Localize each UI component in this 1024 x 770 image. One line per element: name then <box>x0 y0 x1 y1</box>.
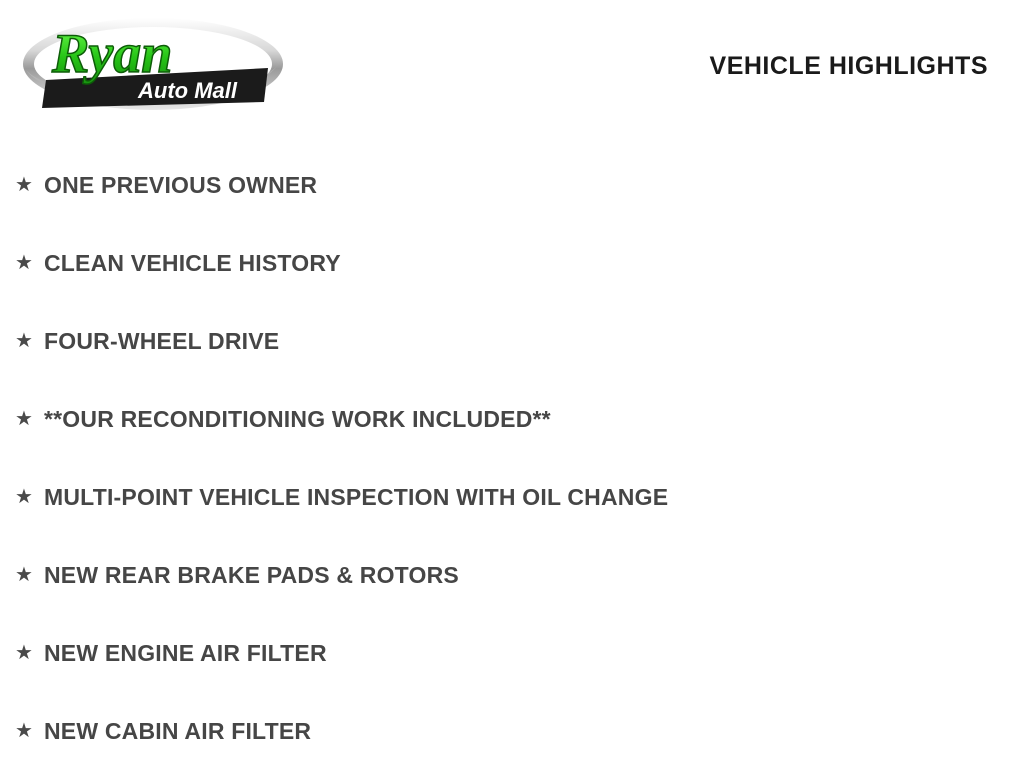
list-item <box>0 146 1024 224</box>
list-item <box>0 614 1024 692</box>
list-item-label: MULTI-POINT VEHICLE INSPECTION WITH OIL CHANGE <box>44 483 669 510</box>
list-item-label: NEW CABIN AIR FILTER <box>44 717 312 744</box>
list-item <box>0 692 1024 770</box>
list-item-label: ONE PREVIOUS OWNER <box>44 171 318 198</box>
star-icon: ★ <box>15 174 33 196</box>
list-item <box>0 224 1024 302</box>
list-item-label: NEW REAR BRAKE PADS & ROTORS <box>44 561 459 588</box>
star-icon: ★ <box>15 408 33 430</box>
star-icon: ★ <box>15 252 33 274</box>
list-item-label: **OUR RECONDITIONING WORK INCLUDED** <box>44 405 551 432</box>
list-item <box>0 302 1024 380</box>
page-title: VEHICLE HIGHLIGHTS <box>709 52 988 80</box>
star-icon: ★ <box>15 330 33 352</box>
star-icon: ★ <box>15 642 33 664</box>
list-item-label: CLEAN VEHICLE HISTORY <box>44 249 341 276</box>
list-item <box>0 380 1024 458</box>
list-item <box>0 458 1024 536</box>
svg-text:Auto Mall: Auto Mall <box>138 78 237 103</box>
list-item-label: NEW ENGINE AIR FILTER <box>44 639 327 666</box>
ryan-auto-mall-logo <box>18 10 288 118</box>
star-icon: ★ <box>15 720 33 742</box>
page-header <box>0 0 1024 124</box>
list-item-label: FOUR-WHEEL DRIVE <box>44 327 280 354</box>
star-icon: ★ <box>15 486 33 508</box>
highlights-list <box>0 146 1024 770</box>
list-item <box>0 536 1024 614</box>
svg-text:Ryan: Ryan <box>52 23 173 85</box>
star-icon: ★ <box>15 564 33 586</box>
